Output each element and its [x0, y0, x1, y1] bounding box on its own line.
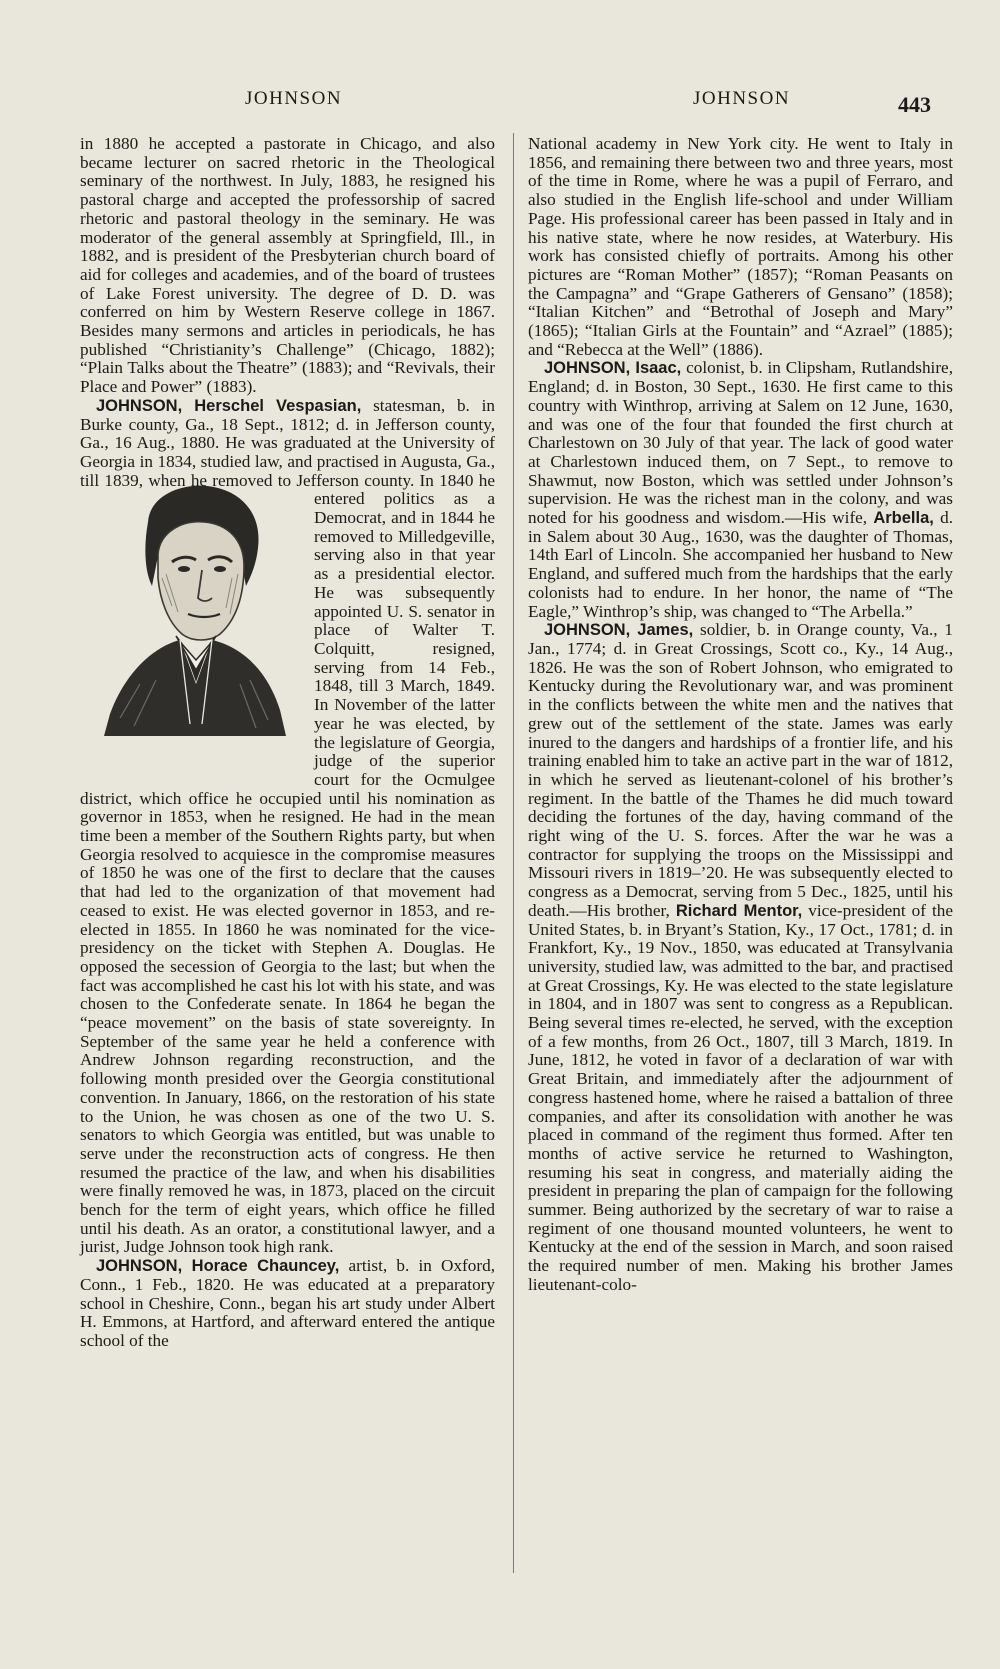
- entry-herschel-johnson: [80, 397, 495, 1257]
- portrait-engraving: [80, 474, 302, 774]
- running-header-left: JOHNSON: [245, 88, 343, 109]
- entry-text: soldier, b. in Orange county, Va., 1 Jan., 1774; d. in Great Crossings, Scott co., Ky., 14 Aug., 1826. He was the son of Robert Johnson, who emigrated to Kentucky during the Revolutionary war, and was prominent in the conflicts between the white men and the natives that grew out of the settlement of the state. James was early inured to the dangers and hardships of a frontier life, and his training enabled him to take an active part in the war of 1812, in which he served as lieutenant-colonel of his brother’s regiment. In the battle of the Thames he did much toward deciding the fortunes of the day, having command of the right wing of the U. S. forces. After the war he was a contractor for supplying the troops on the Mississippi and Missouri rivers in 1819–’20. He was subsequently elected to congress as a Democrat, serving from 5 Dec., 1825, until his death.—His brother,: [528, 620, 953, 920]
- entry-james-johnson: [528, 621, 953, 1294]
- entry-text-continued: vice-president of the United States, b. in Bryant’s Station, Ky., 17 Oct., 1781; d. in Frankfort, Ky., 19 Nov., 1850, was educated at Transylvania university, studied law, was admitted to the bar, and practised at Great Crossings, Ky. He was elected to the state legislature in 1804, and in 1807 was sent to congress as a Republican. Being several times re-elected, he served, with the exception of a few months, from 26 Oct., 1807, till 3 March, 1819. In June, 1812, he voted in favor of a declaration of war with Great Britain, and immediately after the adjournment of congress hastened home, where he raised a battalion of three companies, and after its consolidation with another he was placed in command of the regiment thus formed. After ten months of active service he returned to Washington, resuming his seat in congress, and materially aiding the president in preparing the plan of campaign for the following summer. Being authorized by the secretary of war to raise a regiment of one thousand mounted volunteers, he went to Kentucky at the end of the session in March, and soon raised the required number of men. Making his brother James lieutenant-colo-: [528, 900, 953, 1294]
- column-divider: [513, 133, 514, 1573]
- entry-text-continued: d. in Salem about 30 Aug., 1630, was the daughter of Thomas, 14th Earl of Lincoln. She accompanied her husband to New England, and suffered much from the hardships that the early colonists had to endure. In her honor, the name of “The Eagle,” Winthrop’s ship, was changed to “The Arbella.”: [528, 508, 953, 621]
- paragraph-continuation: National academy in New York city. He went to Italy in 1856, and remaining there between two and three years, most of the time in Rome, where he was a pupil of Ferraro, and also studied in the English life-school and under William Page. His professional career has been passed in Italy and in his native state, where he now resides, at Waterbury. His work has consisted chiefly of portraits. Among his other pictures are “Roman Mother” (1857); “Roman Peasants on the Campagna” and “Grape Gatherers of Gensano” (1858); “Italian Kitchen” and “Betrothal of Joseph and Mary” (1865); “Italian Girls at the Fountain” and “Azrael” (1885); and “Rebecca at the Well” (1886).: [528, 134, 953, 359]
- left-column: [80, 135, 495, 1351]
- entry-heading: JOHNSON, Herschel Vespasian,: [96, 396, 362, 415]
- running-header-right: JOHNSON: [693, 88, 791, 109]
- paragraph-continuation: in 1880 he accepted a pastorate in Chicago, and also became lecturer on sacred rhetoric in the Theological seminary of the northwest. In July, 1883, he resigned his pastoral charge and accepted the professorship of sacred rhetoric and pastoral theology in the seminary. He was moderator of the general assembly at Springfield, Ill., in 1882, and is president of the Presbyterian church board of aid for colleges and academies, and of the board of trustees of Lake Forest university. The degree of D. D. was conferred on him by Western Reserve college in 1867. Besides many sermons and articles in periodicals, he has published “Christianity’s Challenge” (Chicago, 1882); “Plain Talks about the Theatre” (1883); and “Revivals, their Place and Power” (1883).: [80, 134, 495, 397]
- entry-heading: JOHNSON, James,: [544, 621, 694, 640]
- entry-horace-johnson: [80, 1257, 495, 1351]
- entry-text: statesman, b. in Burke county, Ga., 18 Sept., 1812; d. in Jefferson county, Ga., 16 Aug., 1880. He was graduated at the University of Georgia in 1834, studied law, and practised in Augusta, Ga., till 1839, when: [80, 395, 495, 490]
- sub-entry-heading: Richard Mentor,: [675, 901, 803, 920]
- page-number: 443: [898, 92, 931, 117]
- entry-text: colonist, b. in Clipsham, Rutlandshire, England; d. in Boston, 30 Sept., 1630. He first came to this country with Winthrop, arriving at Salem on 12 June, 1630, and was one of the four that founded the first church at Charlestown on 30 July of that year. The lack of good water at Charlestown induced them, on 7 Sept., to remove to Shawmut, now Boston, which was settled under Johnson’s supervision. He was the richest man in the colony, and was noted for his goodness and wisdom.—His wife,: [528, 358, 953, 528]
- entry-text: artist, b. in Oxford, Conn., 1 Feb., 1820. He was educated at a preparatory school in Cheshire, Conn., began his art study under Albert H. Emmons, at Hartford, and afterward entered the antique school of the: [80, 1256, 495, 1350]
- sub-entry-heading: Arbella,: [873, 509, 934, 528]
- entry-isaac-johnson: [528, 359, 953, 621]
- entry-heading: JOHNSON, Isaac,: [544, 359, 682, 378]
- portrait-illustration: [80, 474, 302, 774]
- right-column: [528, 135, 953, 1295]
- entry-text-continued: he removed to Jefferson county. In 1840 he entered politics as a Democrat, and in 1844 he removed to Milledgeville, serving also in that year as a presidential elector. He was subsequently appointed U. S. senator in place of Walter T. Colquitt, resigned, serving from 14 Feb., 1848, till 3 March, 1849. In November of the latter year he was elected, by the legislature of Georgia, judge of the superior court for the Ocmulgee district, which office he occupied until his nomination as governor in 1853, when he resigned. He had in the mean time been a member of the Southern Rights party, but when Georgia resolved to acquiesce in the compromise measures of 1850 he was one of the first to declare that the causes that had led to the organization of that movement had ceased to exist. He was elected governor in 1853, and re-elected in 1855. In 1860 he was nominated for the vice-presidency on the ticket with Stephen A. Douglas. He opposed the secession of Georgia to the last; but when the fact was accomplished he cast his lot with his state, and was chosen to the Confederate senate. In 1864 he began the “peace movement” on the basis of state sovereignty. In September of the same year he held a conference with Andrew Johnson regarding reconstruction, and the following month presided over the Georgia constitutional convention. In January, 1866, on the restoration of his state to the Union, he was chosen as one of the two U. S. senators to which Georgia was entitled, but was unable to serve under the reconstruction acts of congress. He then resumed the practice of the law, and when his disabilities were finally removed he was, in 1873, placed on the circuit bench for the term of eight years, which office he filled until his death. As an orator, a constitutional lawyer, and a jurist, Judge Johnson took high rank.: [80, 470, 495, 1257]
- entry-heading: JOHNSON, Horace Chauncey,: [96, 1257, 340, 1276]
